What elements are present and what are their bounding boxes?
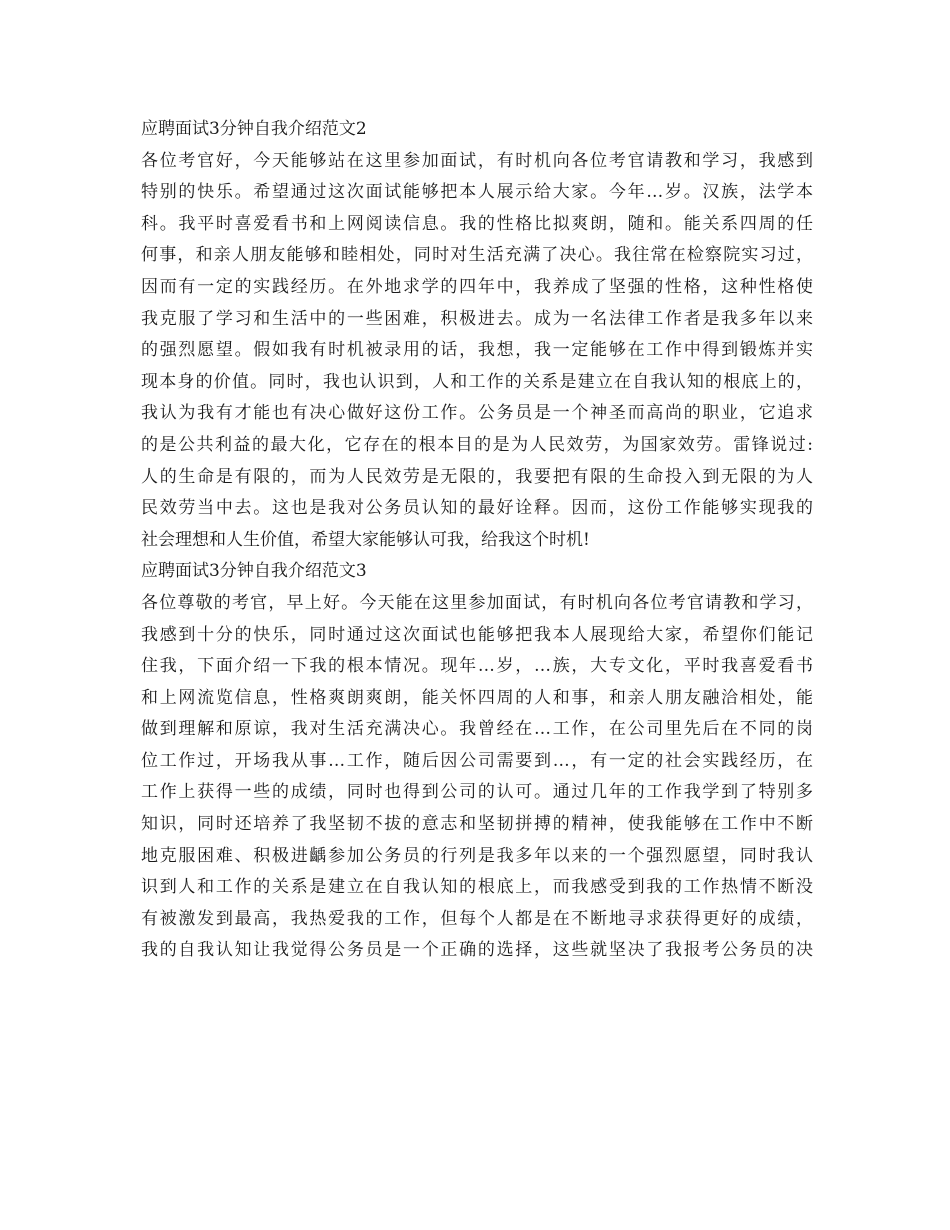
paragraph-line: 和上网流览信息，性格爽朗爽朗，能关怀四周的人和事，和亲人朋友融洽相处，能 bbox=[141, 687, 813, 708]
paragraph-line: 民效劳当中去。这也是我对公务员认知的最好诠释。因而，这份工作能够实现我的 bbox=[141, 498, 813, 519]
paragraph-line: 人的生命是有限的，而为人民效劳是无限的，我要把有限的生命投入到无限的为人 bbox=[141, 466, 813, 487]
paragraph-line: 各位尊敬的考官，早上好。今天能在这里参加面试，有时机向各位考官请教和学习， bbox=[141, 592, 813, 613]
paragraph-line: 科。我平时喜爱看书和上网阅读信息。我的性格比拟爽朗，随和。能关系四周的任 bbox=[141, 213, 813, 234]
paragraph-line: 工作上获得一些的成绩，同时也得到公司的认可。通过几年的工作我学到了特别多 bbox=[141, 782, 813, 803]
paragraph-line: 地克服困难、积极进齲参加公务员的行列是我多年以来的一个强烈愿望，同时我认 bbox=[141, 845, 813, 866]
paragraph-line: 社会理想和人生价值，希望大家能够认可我，给我这个时机! bbox=[141, 529, 590, 550]
paragraph-line: 有被激发到最高，我热爱我的工作，但每个人都是在不断地寻求获得更好的成绩， bbox=[141, 908, 813, 929]
paragraph-line: 做到理解和原谅，我对生活充满决心。我曾经在…工作，在公司里先后在不同的岗 bbox=[141, 719, 813, 740]
paragraph-line: 我认为我有才能也有决心做好这份工作。公务员是一个神圣而高尚的职业，它追求 bbox=[141, 403, 813, 424]
paragraph-line: 我克服了学习和生活中的一些困难，积极进去。成为一名法律工作者是我多年以来 bbox=[141, 308, 813, 329]
paragraph-line: 特别的快乐。希望通过这次面试能够把本人展示给大家。今年…岁。汉族，法学本 bbox=[141, 182, 813, 203]
paragraph-line: 因而有一定的实践经历。在外地求学的四年中，我养成了坚强的性格，这种性格使 bbox=[141, 276, 813, 297]
paragraph-line: 何事，和亲人朋友能够和睦相处，同时对生活充满了决心。我往常在检察院实习过， bbox=[141, 245, 813, 266]
paragraph-line: 位工作过，开场我从事…工作，随后因公司需要到…，有一定的社会实践经历，在 bbox=[141, 750, 813, 771]
paragraph-line: 的强烈愿望。假如我有时机被录用的话，我想，我一定能够在工作中得到锻炼并实 bbox=[141, 340, 813, 361]
paragraph-line: 我感到十分的快乐，同时通过这次面试也能够把我本人展现给大家，希望你们能记 bbox=[141, 624, 813, 645]
section-heading: 应聘面试3分钟自我介绍范文3 bbox=[141, 561, 367, 582]
paragraph-line: 各位考官好，今天能够站在这里参加面试，有时机向各位考官请教和学习，我感到 bbox=[141, 150, 813, 171]
document-body bbox=[141, 114, 813, 967]
paragraph-line: 知识，同时还培养了我坚韧不拔的意志和坚韧拼搏的精神，使我能够在工作中不断 bbox=[141, 814, 813, 835]
paragraph-line: 的是公共利益的最大化，它存在的根本目的是为人民效劳，为国家效劳。雷锋说过: bbox=[141, 434, 813, 455]
paragraph-line: 住我，下面介绍一下我的根本情况。现年…岁，…族，大专文化，平时我喜爱看书 bbox=[141, 656, 813, 677]
section-heading: 应聘面试3分钟自我介绍范文2 bbox=[141, 119, 367, 139]
paragraph-line: 我的自我认知让我觉得公务员是一个正确的选择，这些就坚决了我报考公务员的决 bbox=[141, 940, 813, 961]
paragraph-line: 识到人和工作的关系是建立在自我认知的根底上，而我感受到我的工作热情不断没 bbox=[141, 877, 813, 898]
paragraph-line: 现本身的价值。同时，我也认识到，人和工作的关系是建立在自我认知的根底上的， bbox=[141, 371, 813, 392]
